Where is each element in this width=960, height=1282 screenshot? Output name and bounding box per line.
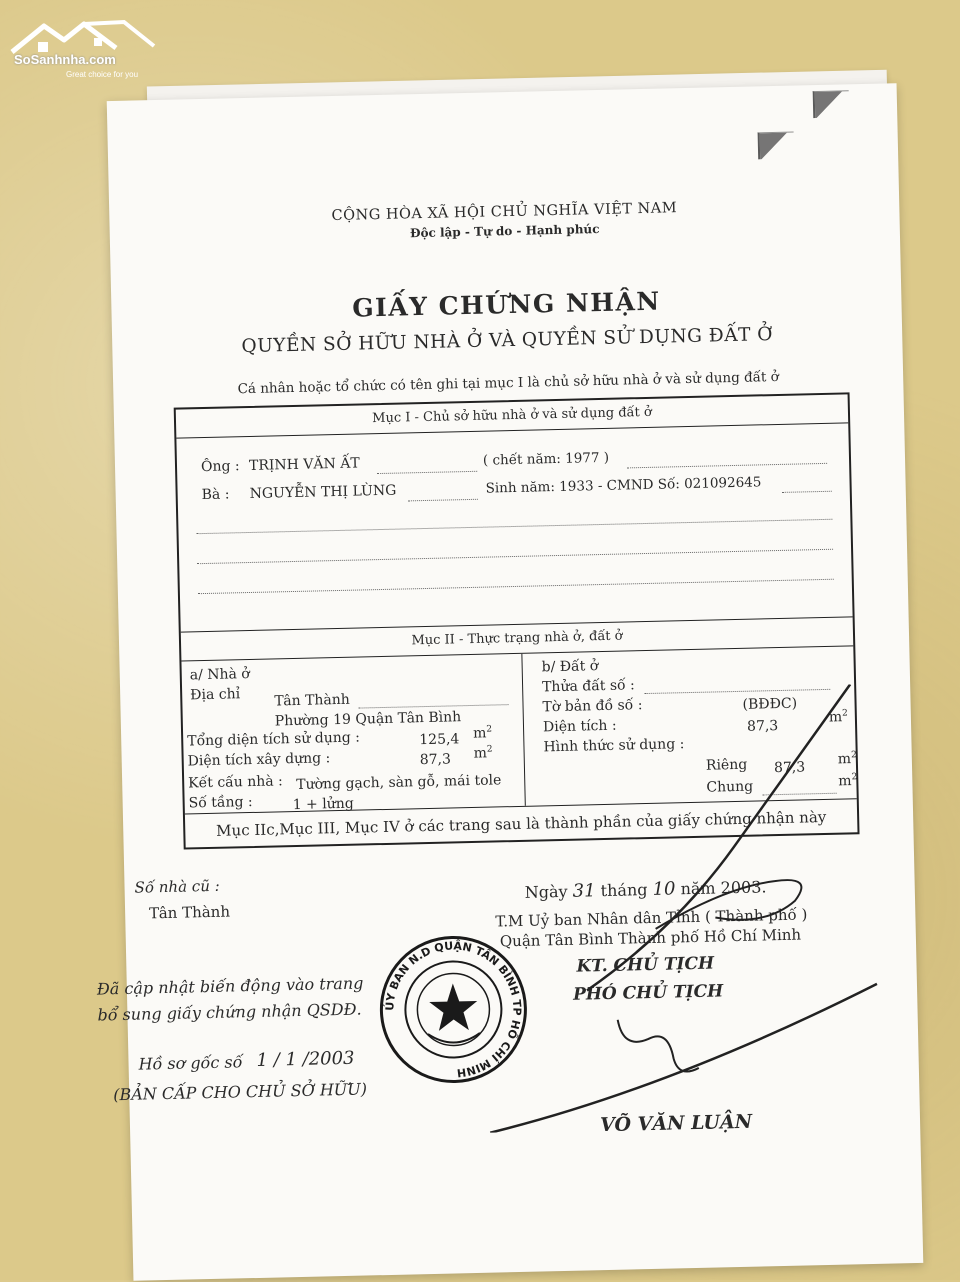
owner1-label: Ông : [200, 458, 240, 476]
document-title: GIẤY CHỨNG NHẬN [351, 286, 661, 323]
shared-label: Chung [706, 778, 754, 796]
country-name: CỘNG HÒA XÃ HỘI CHỦ NGHĨA VIỆT NAM [331, 200, 678, 225]
date-month: 10 [652, 878, 676, 900]
intro-text: Cá nhân hoặc tổ chức có tên ghi tại mục I là chủ sở hữu nhà ở và sử dụng đất ở [237, 368, 780, 398]
section2-heading: Mục II - Thực trạng nhà ở, đất ở [181, 616, 854, 661]
old-number-value: Tân Thành [148, 902, 231, 923]
file-number-value: 1 / 1 /2003 [256, 1047, 355, 1071]
document-subtitle: QUYỀN SỞ HỮU NHÀ Ở VÀ QUYỀN SỬ DỤNG ĐẤT Ở [241, 324, 774, 358]
private-value: 87,3 [773, 759, 806, 777]
floors-label: Số tầng : [188, 793, 253, 812]
land-area-unit: m [828, 709, 843, 726]
private-label: Riêng [705, 756, 748, 774]
built-area-value: 87,3 [419, 751, 452, 769]
date-prefix: Ngày [524, 881, 568, 902]
total-area-unit: m [472, 725, 487, 742]
land-heading: b/ Đất ở [541, 658, 599, 676]
seal-ring-text: ỦY BAN N.D QUẬN TÂN BÌNH TP HỒ CHÍ MINH [383, 939, 524, 1080]
owner1-note: ( chết năm: 1977 ) [482, 449, 610, 469]
total-area-label: Tổng diện tích sử dụng : [187, 729, 361, 750]
shared-unit: m [838, 773, 852, 790]
corner-mark-icon [758, 132, 795, 160]
built-area-label: Diện tích xây dựng : [187, 750, 331, 770]
built-area-unit: m [473, 745, 488, 762]
official-seal-icon [376, 932, 531, 1087]
address-line1: Tân Thành [274, 691, 351, 710]
file-number-label: Hồ sơ gốc số [138, 1052, 243, 1074]
brand-name: SoSanhnha.com [14, 52, 116, 67]
owner2-note: Sinh năm: 1933 - CMND Số: 021092645 [485, 474, 762, 497]
private-unit: m [837, 751, 852, 768]
copy-note: (BẢN CẤP CHO CHỦ SỞ HỮU) [113, 1079, 368, 1105]
land-area-unit-exp: 2 [841, 708, 848, 719]
address-line2: Phường 19 Quận Tân Bình [274, 709, 462, 730]
map-label: Tờ bản đồ số : [542, 697, 643, 716]
total-area-value: 125,4 [419, 731, 460, 749]
house-heading: a/ Nhà ở [189, 666, 250, 684]
issuer-line2: Quận Tân Bình Thành phố Hồ Chí Minh [499, 925, 802, 951]
section2-footer-note: Mục IIc,Mục III, Mục IV ở các trang sau là thành phần của giấy chứng nhận này [185, 798, 858, 848]
brand-tagline: Great choice for you [66, 70, 139, 79]
structure-value: Tường gạch, sàn gỗ, mái tole [296, 772, 502, 793]
signer-role2: PHÓ CHỦ TỊCH [572, 981, 724, 1005]
shared-unit-exp: 2 [851, 772, 858, 783]
date-day: 31 [572, 880, 596, 902]
map-value: (BĐĐC) [742, 695, 798, 713]
old-number-label: Số nhà cũ : [134, 876, 220, 897]
land-area-value: 87,3 [746, 718, 779, 735]
parcel-label: Thửa đất số : [541, 677, 635, 696]
owner2-label: Bà : [201, 486, 230, 504]
date-year: 2003. [720, 877, 767, 898]
corner-mark-icon [813, 90, 850, 118]
built-area-unit-exp: 2 [486, 744, 493, 755]
address-label: Địa chỉ [190, 686, 241, 704]
date-year-label: năm [680, 878, 716, 899]
private-unit-exp: 2 [850, 750, 857, 761]
section1-heading: Mục I - Chủ sở hữu nhà ở và sử dụng đất ở [176, 394, 848, 438]
signer-role1: KT. CHỦ TỊCH [576, 953, 715, 977]
certificate-page [96, 83, 924, 1281]
total-area-unit-exp: 2 [486, 724, 493, 735]
usage-label: Hình thức sử dụng : [543, 736, 685, 756]
floors-value: 1 + lửng [292, 795, 354, 814]
update-line2: bổ sung giấy chứng nhận QSDĐ. [97, 999, 362, 1025]
owner1-name: TRỊNH VĂN ẤT [248, 455, 360, 474]
structure-label: Kết cấu nhà : [188, 773, 283, 792]
update-line1: Đã cập nhật biến động vào trang [96, 973, 364, 999]
owner2-name: NGUYỄN THỊ LÙNG [249, 482, 397, 502]
date-month-label: tháng [600, 880, 648, 901]
signer-name: VÕ VĂN LUẬN [599, 1110, 753, 1137]
land-area-label: Diện tích : [542, 717, 617, 736]
national-motto: Độc lập - Tự do - Hạnh phúc [409, 221, 600, 241]
issuer-line1: T.M Uỷ ban Nhân dân Tỉnh ( Thành phố ) [495, 905, 808, 931]
